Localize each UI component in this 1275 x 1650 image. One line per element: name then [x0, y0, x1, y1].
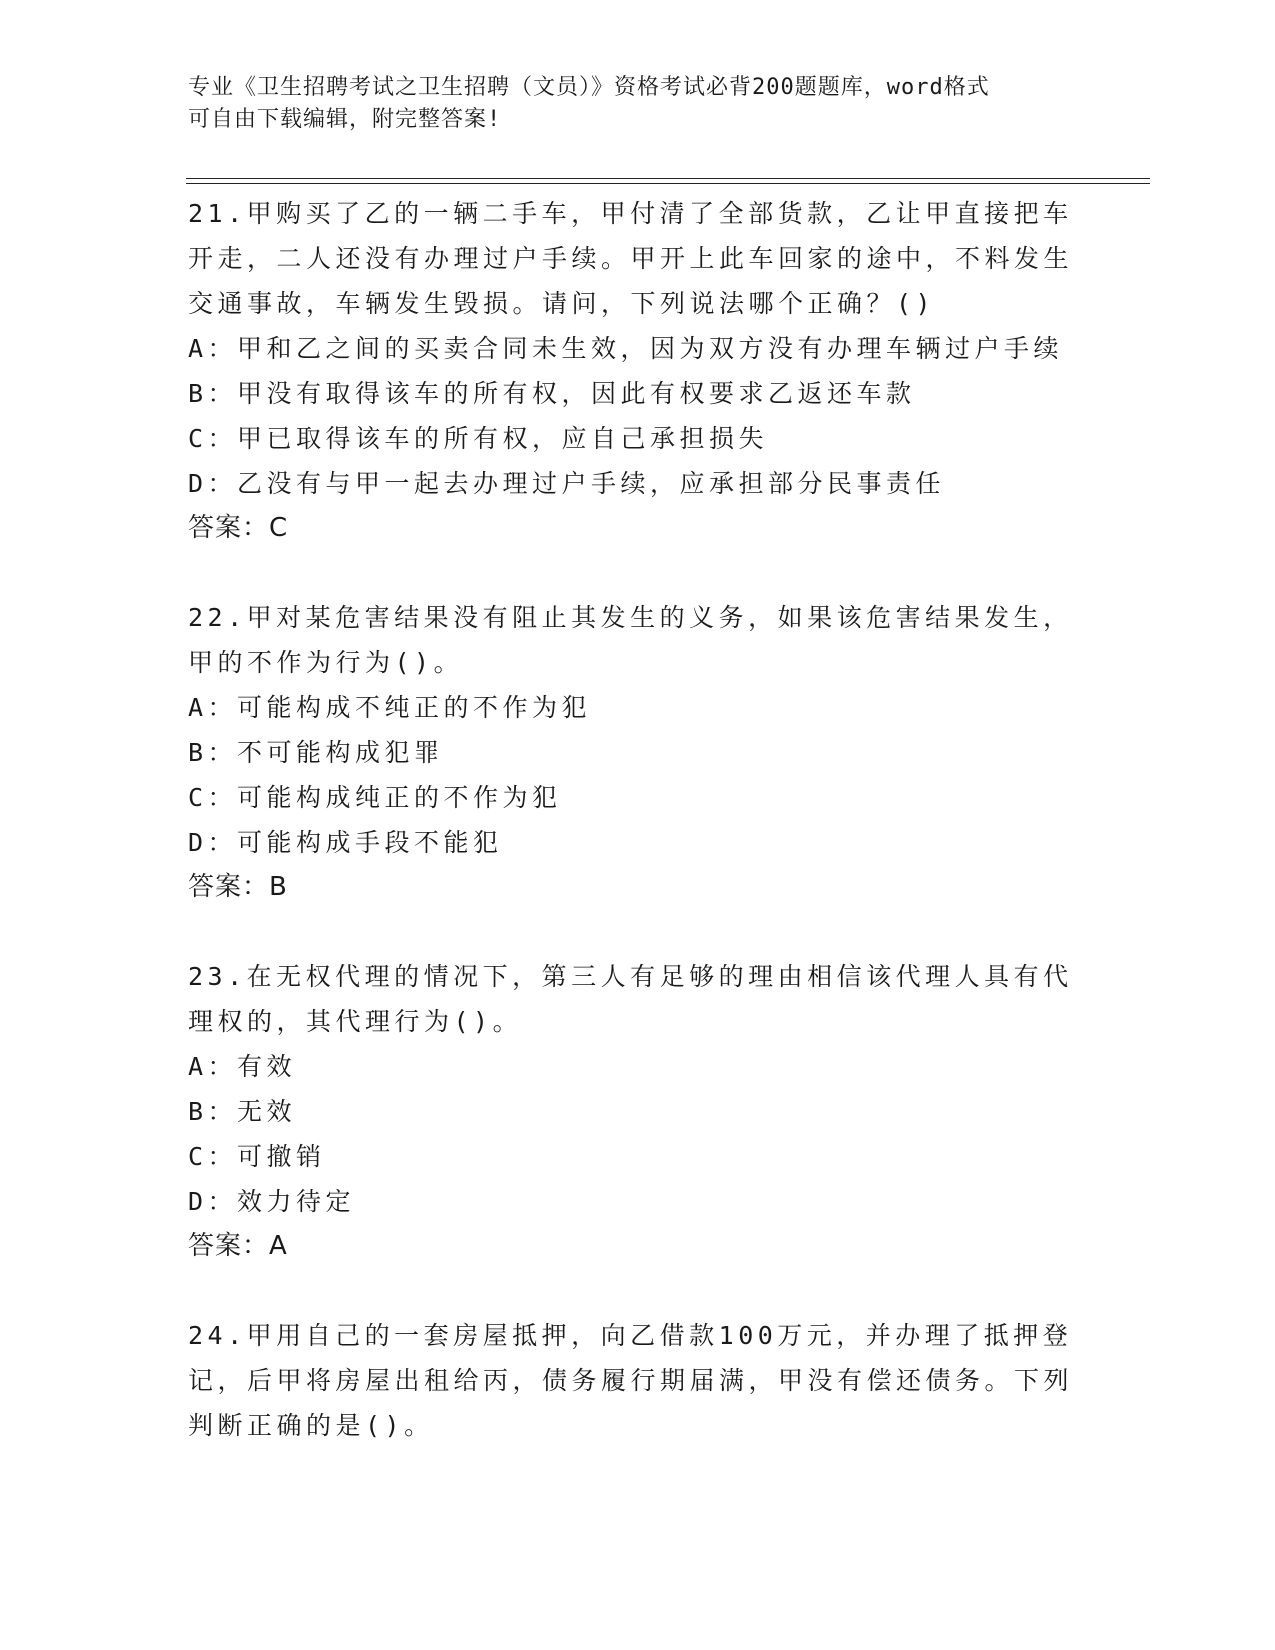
header-title-line1: 专业《卫生招聘考试之卫生招聘（文员）》资格考试必背200题题库，word格式	[188, 75, 990, 100]
question-22	[188, 595, 1088, 910]
option-a: A：甲和乙之间的买卖合同未生效，因为双方没有办理车辆过户手续	[188, 334, 1064, 363]
question-list	[188, 191, 1088, 1492]
option-c: C：甲已取得该车的所有权，应自己承担损失	[188, 424, 769, 453]
header-title-line2: 可自由下载编辑，附完整答案!	[188, 107, 502, 132]
answer-line: 答案：C	[188, 513, 289, 543]
header-divider-bottom	[186, 183, 1150, 184]
answer-line: 答案：B	[188, 872, 288, 902]
option-c: C：可能构成纯正的不作为犯	[188, 783, 562, 812]
header-divider-top	[186, 178, 1150, 179]
option-b: B：不可能构成犯罪	[188, 738, 444, 767]
question-23	[188, 954, 1088, 1269]
option-a: A：可能构成不纯正的不作为犯	[188, 693, 592, 722]
answer-line: 答案：A	[188, 1231, 288, 1261]
question-21	[188, 191, 1088, 551]
question-24	[188, 1313, 1088, 1448]
option-c: C：可撤销	[188, 1142, 326, 1171]
question-stem: 24.甲用自己的一套房屋抵押，向乙借款100万元，并办理了抵押登记，后甲将房屋出租给丙，债务履行期届满，甲没有偿还债务。下列判断正确的是()。	[188, 1321, 1074, 1440]
option-b: B：无效	[188, 1097, 297, 1126]
question-stem: 21.甲购买了乙的一辆二手车，甲付清了全部货款，乙让甲直接把车开走，二人还没有办理过户手续。甲开上此车回家的途中，不料发生交通事故，车辆发生毁损。请问，下列说法哪个正确？()	[188, 199, 1074, 318]
option-a: A：有效	[188, 1052, 297, 1081]
question-stem: 22.甲对某危害结果没有阻止其发生的义务，如果该危害结果发生，甲的不作为行为()。	[188, 603, 1073, 677]
option-d: D：效力待定	[188, 1187, 356, 1216]
option-b: B：甲没有取得该车的所有权，因此有权要求乙返还车款	[188, 379, 916, 408]
option-d: D：可能构成手段不能犯	[188, 828, 503, 857]
option-d: D：乙没有与甲一起去办理过户手续，应承担部分民事责任	[188, 469, 946, 498]
question-stem: 23.在无权代理的情况下，第三人有足够的理由相信该代理人具有代理权的，其代理行为()。	[188, 962, 1073, 1036]
document-header	[188, 72, 1088, 136]
